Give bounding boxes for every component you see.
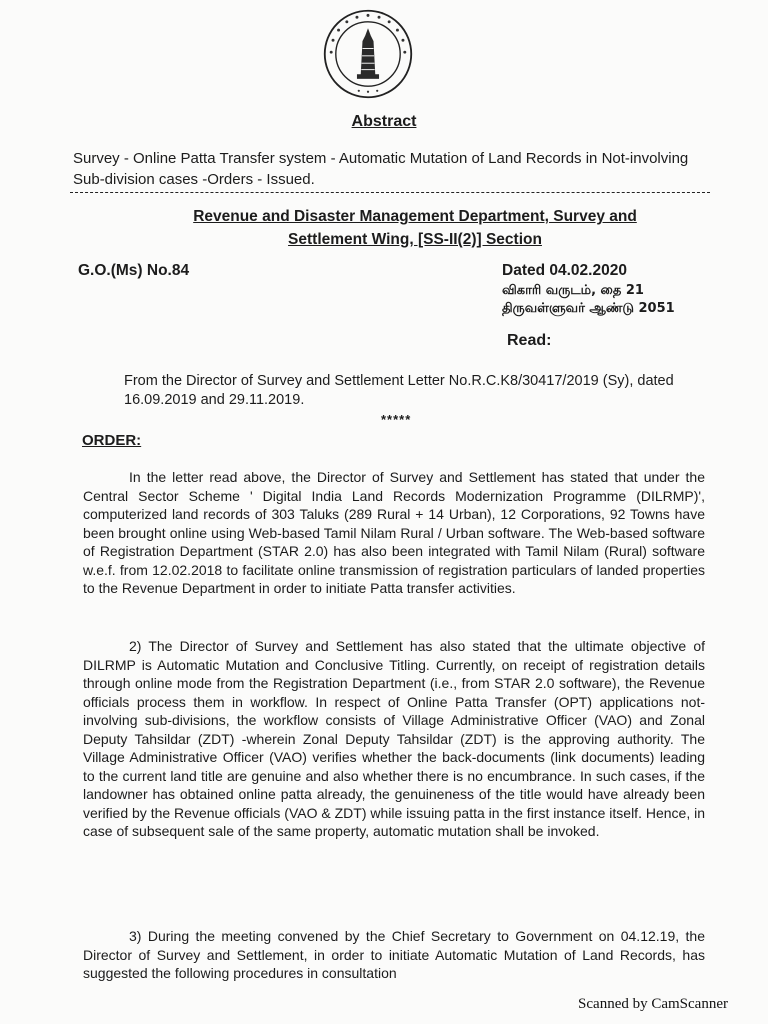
paragraph-2 bbox=[83, 637, 705, 841]
paragraph-1 bbox=[83, 468, 705, 598]
separator-stars: ***** bbox=[381, 412, 412, 427]
subject-text: Survey - Online Patta Transfer system - Automatic Mutation of Land Records in Not-involving Sub-division cases -Orders - Issued. bbox=[73, 150, 689, 188]
paragraph-3 bbox=[83, 927, 705, 983]
go-number: G.O.(Ms) No.84 bbox=[78, 262, 190, 279]
scanner-watermark: Scanned by CamScanner bbox=[578, 996, 728, 1012]
tamil-nadu-government-emblem-icon bbox=[322, 8, 414, 100]
paragraph-3-text: 3) During the meeting convened by the Chief Secretary to Government on 04.12.19, the Director of Survey and Settlement, in order to initiate Automatic Mutation of Land Records, has suggested the following procedures in consultation bbox=[83, 928, 705, 981]
abstract-title: Abstract bbox=[351, 113, 417, 130]
dated-text: Dated 04.02.2020 bbox=[502, 262, 627, 279]
paragraph-1-text: In the letter read above, the Director of Survey and Settlement has stated that under the Central Sector Scheme ' Digital India Land Records Modernization Programme (DILRMP)', computerized land records of 303 Taluks (289 Rural + 14 Urban), 12 Corporations, 92 Towns have been brought online using Web-based Tamil Nilam Rural / Urban software. The Web-based software of Registration Department (STAR 2.0) has also been integrated with Tamil Nilam (Rural) software w.e.f. from 12.02.2018 to facilitate online transmission of registration particulars of landed properties to the Revenue Department in order to initiate Patta transfer activities. bbox=[83, 469, 705, 596]
divider bbox=[70, 192, 710, 193]
order-label: ORDER: bbox=[82, 432, 142, 449]
abstract-heading bbox=[0, 113, 768, 131]
department-line-2: Settlement Wing, [SS-II(2)] Section bbox=[288, 231, 542, 248]
tamil-date-line-2: திருவள்ளுவர் ஆண்டு 2051 bbox=[502, 301, 675, 316]
department-heading bbox=[150, 205, 680, 251]
read-label: Read: bbox=[507, 332, 552, 349]
tamil-date-line-1: விகாரி வருடம், தை 21 bbox=[502, 283, 644, 298]
paragraph-2-text: 2) The Director of Survey and Settlement has also stated that the ultimate objective of DILRMP is Automatic Mutation and Conclusive Titling. Currently, on receipt of registration details through online mode from the Registration Department (i.e., from STAR 2.0 software), the Revenue officials process them in workflow. In respect of Online Patta Transfer (OPT) applications not-involving sub-divisions, the workflow consists of Village Administrative Officer (VAO) and Zonal Deputy Tahsildar (ZDT) -wherein Zonal Deputy Tahsildar (ZDT) is the approving authority. The Village Administrative Officer (VAO) verifies whether the back-documents (link documents) leading to the current land title are genuine and also whether there is no encumbrance. In such cases, if the landowner has obtained online patta already, the genuineness of the title would have already been verified by the Revenue officials (VAO & ZDT) while issuing patta in the first instance itself. Hence, in case of subsequent sale of the same property, automatic mutation shall be invoked. bbox=[83, 638, 705, 839]
department-line-1: Revenue and Disaster Management Department, Survey and bbox=[193, 208, 637, 225]
reference-text: From the Director of Survey and Settlement Letter No.R.C.K8/30417/2019 (Sy), dated 16.09.2019 and 29.11.2019. bbox=[124, 373, 674, 408]
